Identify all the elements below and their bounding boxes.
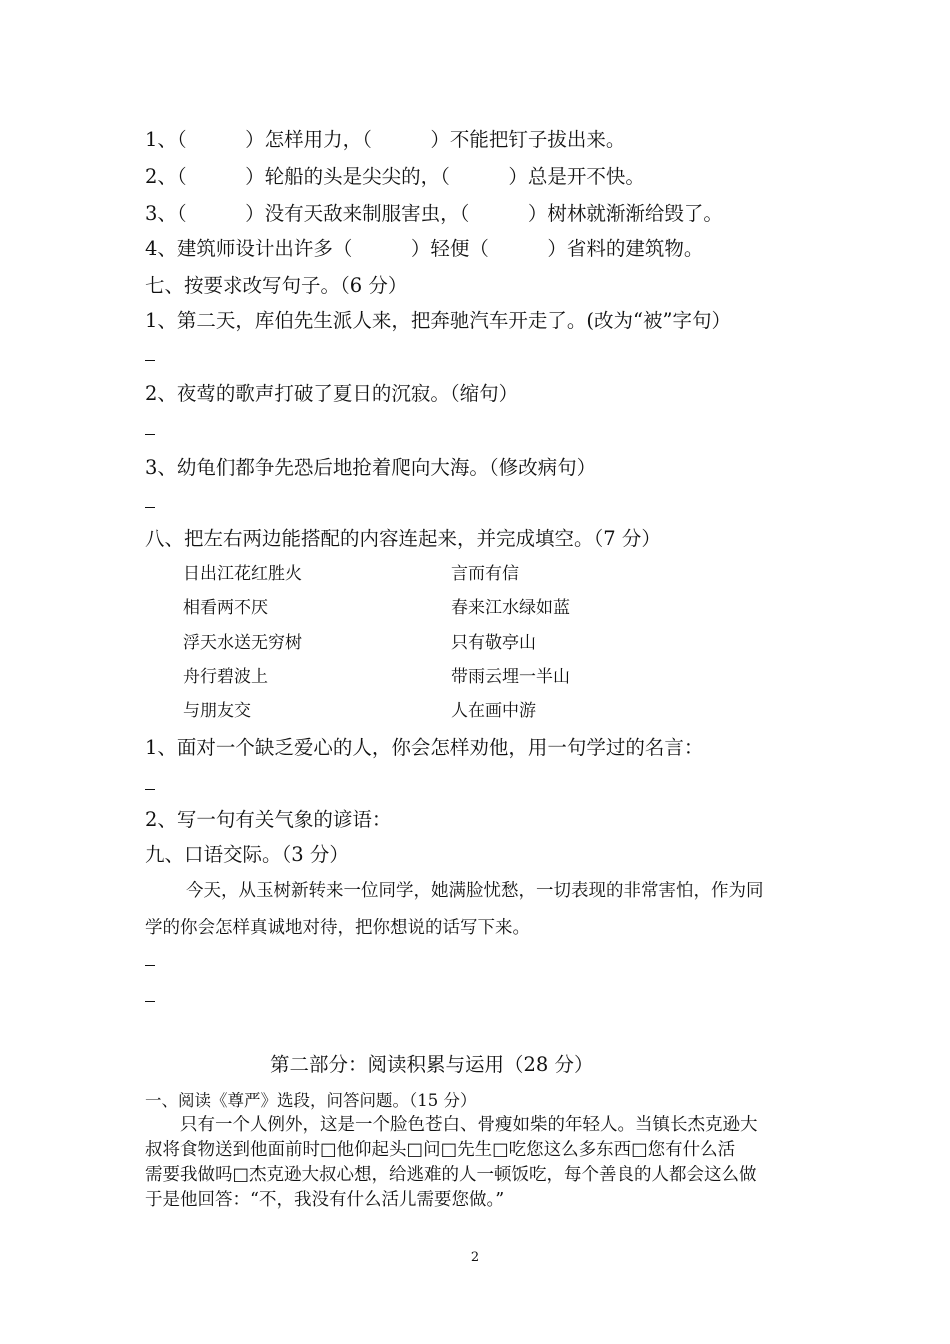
reading-passage-line: 需要我做吗□杰克逊大叔心想，给逃难的人一顿饭吃，每个善良的人都会这么做 (145, 1165, 757, 1185)
answer-line (145, 360, 155, 361)
section-8-question-1: 1、面对一个缺乏爱心的人，你会怎样劝他，用一句学过的名言： (145, 736, 704, 759)
match-right-item: 只有敬亭山 (451, 633, 536, 653)
match-left-item: 舟行碧波上 (183, 667, 268, 687)
match-right-item: 带雨云埋一半山 (451, 667, 570, 687)
match-left-item: 与朋友交 (183, 701, 251, 721)
fill-blank-item-2: 2、（ ）轮船的头是尖尖的，（ ）总是开不快。 (145, 165, 645, 188)
answer-line (145, 965, 155, 966)
part-2-title: 第二部分：阅读积累与运用（28 分） (270, 1053, 594, 1076)
section-8-question-2: 2、写一句有关气象的谚语： (145, 808, 392, 831)
match-left-item: 日出江花红胜火 (183, 564, 302, 584)
reading-passage-line: 只有一个人例外，这是一个脸色苍白、骨瘦如柴的年轻人。当镇长杰克逊大 (180, 1115, 758, 1135)
match-right-item: 人在画中游 (451, 701, 536, 721)
reading-passage-line: 于是他回答：“不，我没有什么活儿需要您做。” (145, 1190, 505, 1210)
fill-blank-item-1: 1、（ ）怎样用力，（ ）不能把钉子拔出来。 (145, 128, 626, 151)
answer-line (145, 434, 155, 435)
section-9-paragraph-line-1: 今天，从玉树新转来一位同学，她满脸忧愁，一切表现的非常害怕，作为同 (186, 881, 764, 901)
answer-line (145, 1001, 155, 1002)
match-left-item: 浮天水送无穷树 (183, 633, 302, 653)
answer-line (145, 789, 155, 790)
page-number: 2 (470, 1250, 480, 1265)
match-left-item: 相看两不厌 (183, 598, 268, 618)
match-right-item: 春来江水绿如蓝 (451, 598, 570, 618)
reading-passage-line: 叔将食物送到他面前时□他仰起头□问□先生□吃您这么多东西□您有什么活 (145, 1140, 736, 1160)
section-7-heading: 七、按要求改写句子。（6 分） (145, 274, 408, 297)
reading-question-heading: 一、阅读《尊严》选段，问答问题。（15 分） (145, 1091, 477, 1110)
fill-blank-item-3: 3、（ ）没有天敌来制服害虫，（ ）树林就渐渐给毁了。 (145, 202, 723, 225)
section-7-question-2: 2、夜莺的歌声打破了夏日的沉寂。（缩句） (145, 382, 519, 405)
fill-blank-item-4: 4、建筑师设计出许多（ ）轻便（ ）省料的建筑物。 (145, 237, 704, 260)
section-9-paragraph-line-2: 学的你会怎样真诚地对待，把你想说的话写下来。 (145, 918, 530, 938)
section-9-heading: 九、口语交际。（3 分） (145, 843, 349, 866)
section-8-heading: 八、把左右两边能搭配的内容连起来，并完成填空。（7 分） (145, 527, 661, 550)
answer-line (145, 507, 155, 508)
section-7-question-3: 3、幼龟们都争先恐后地抢着爬向大海。（修改病句） (145, 456, 597, 479)
section-7-question-1: 1、第二天，库伯先生派人来，把奔驰汽车开走了。(改为“被”字句） (145, 309, 731, 332)
match-right-item: 言而有信 (451, 564, 519, 584)
